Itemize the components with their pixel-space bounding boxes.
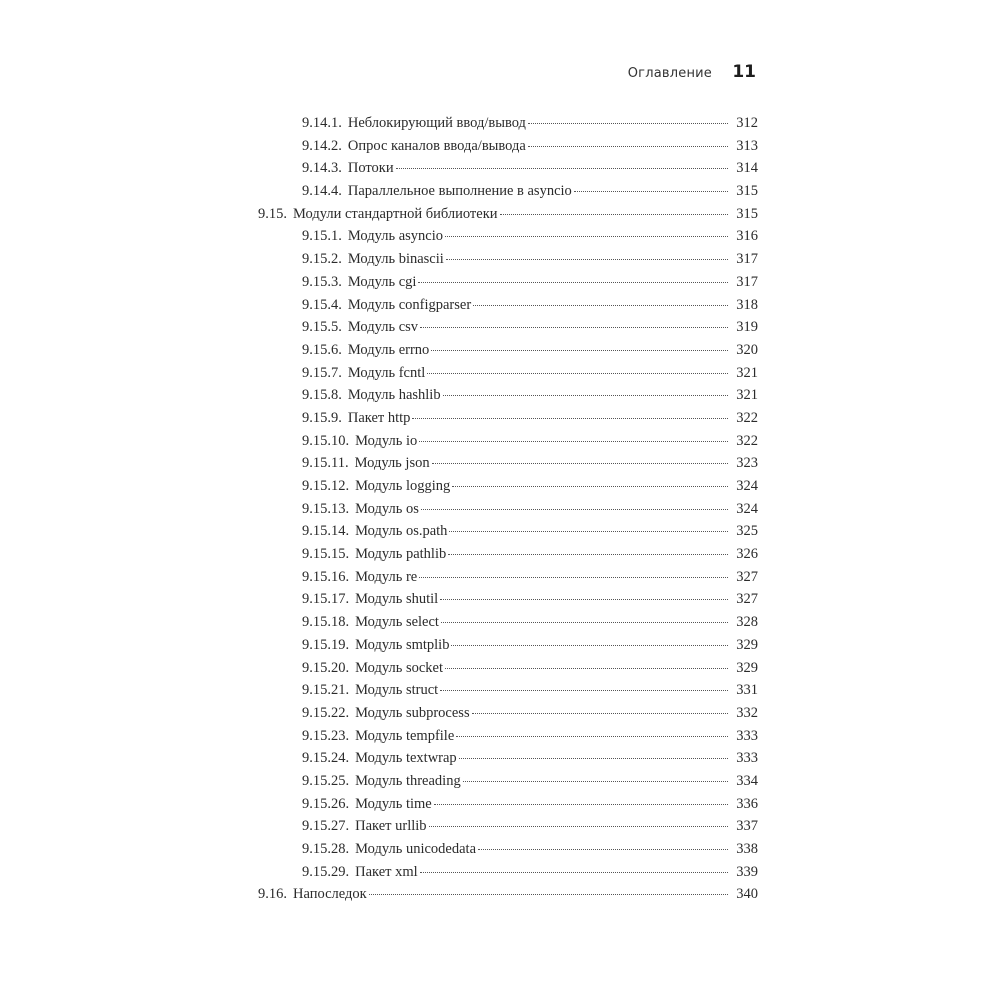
running-header bbox=[560, 62, 760, 86]
toc-entry-number: 9.15.29. bbox=[302, 863, 350, 880]
toc-entry-number: 9.15.1. bbox=[302, 228, 342, 245]
dot-leader bbox=[574, 191, 728, 192]
dot-leader bbox=[451, 645, 728, 646]
toc-entry bbox=[258, 682, 758, 705]
toc-entry-page: 322 bbox=[736, 432, 758, 449]
toc-entry-number: 9.15.21. bbox=[302, 682, 350, 699]
toc-entry-title: Опрос каналов ввода/вывода bbox=[347, 137, 526, 154]
toc-entry-page: 337 bbox=[736, 818, 758, 835]
toc-entry bbox=[258, 886, 758, 909]
toc-entry bbox=[258, 637, 758, 660]
toc-entry bbox=[258, 501, 758, 524]
toc-entry bbox=[258, 274, 758, 297]
toc-entry-page: 333 bbox=[736, 727, 758, 744]
toc-entry-number: 9.15.4. bbox=[302, 296, 342, 313]
toc-entry-page: 326 bbox=[736, 546, 758, 563]
dot-leader bbox=[431, 350, 728, 351]
toc-entry-title: Модуль json bbox=[354, 455, 430, 472]
dot-leader bbox=[429, 826, 728, 827]
toc-entry bbox=[258, 818, 758, 841]
dot-leader bbox=[456, 736, 728, 737]
table-of-contents bbox=[258, 115, 758, 909]
dot-leader bbox=[473, 305, 728, 306]
dot-leader bbox=[445, 236, 728, 237]
toc-entry bbox=[258, 750, 758, 773]
toc-entry-number: 9.15.2. bbox=[302, 251, 342, 268]
toc-entry bbox=[258, 660, 758, 683]
toc-entry-title: Модуль socket bbox=[355, 659, 443, 676]
toc-entry-title: Модуль subprocess bbox=[355, 704, 470, 721]
toc-entry-page: 317 bbox=[736, 251, 758, 268]
toc-entry-page: 324 bbox=[736, 478, 758, 494]
toc-entry-number: 9.15.23. bbox=[302, 727, 350, 744]
toc-entry bbox=[258, 160, 758, 183]
toc-entry-page: 312 bbox=[736, 115, 758, 131]
toc-entry-title: Модуль asyncio bbox=[347, 228, 443, 245]
toc-entry-title: Модуль textwrap bbox=[355, 750, 457, 767]
toc-entry-title: Модуль io bbox=[355, 432, 418, 449]
toc-entry-number: 9.14.1. bbox=[302, 115, 342, 131]
dot-leader bbox=[528, 146, 728, 147]
toc-entry-page: 336 bbox=[736, 795, 758, 812]
toc-entry-title: Модуль configparser bbox=[347, 296, 472, 313]
dot-leader bbox=[448, 554, 728, 555]
toc-entry-page: 323 bbox=[736, 455, 758, 472]
dot-leader bbox=[445, 668, 728, 669]
toc-entry-page: 331 bbox=[736, 682, 758, 699]
toc-entry-title: Напоследок bbox=[293, 886, 367, 903]
toc-entry-title: Модуль os bbox=[355, 500, 419, 517]
dot-leader bbox=[446, 259, 728, 260]
dot-leader bbox=[432, 463, 728, 464]
toc-entry-number: 9.15.14. bbox=[302, 523, 350, 540]
toc-entry bbox=[258, 319, 758, 342]
toc-entry-number: 9.15.3. bbox=[302, 273, 342, 290]
toc-entry-page: 333 bbox=[736, 750, 758, 767]
toc-entry-page: 322 bbox=[736, 409, 758, 426]
toc-entry-number: 9.14.3. bbox=[302, 160, 342, 177]
toc-entry bbox=[258, 478, 758, 501]
toc-entry-page: 328 bbox=[736, 614, 758, 631]
toc-entry-number: 9.15.27. bbox=[302, 818, 350, 835]
toc-entry-title: Модуль logging bbox=[355, 478, 451, 494]
toc-entry-number: 9.15.10. bbox=[302, 432, 350, 449]
toc-entry-title: Модуль struct bbox=[355, 682, 439, 699]
toc-entry-title: Модули стандартной библиотеки bbox=[293, 205, 498, 222]
toc-entry-title: Неблокирующий ввод/вывод bbox=[347, 115, 526, 131]
toc-entry-number: 9.16. bbox=[258, 886, 287, 903]
dot-leader bbox=[463, 781, 728, 782]
dot-leader bbox=[420, 327, 728, 328]
toc-entry bbox=[258, 614, 758, 637]
toc-entry bbox=[258, 728, 758, 751]
toc-entry-page: 324 bbox=[736, 500, 758, 517]
toc-entry-page: 315 bbox=[736, 205, 758, 222]
toc-entry bbox=[258, 523, 758, 546]
toc-entry-page: 339 bbox=[736, 863, 758, 880]
toc-entry bbox=[258, 455, 758, 478]
toc-entry bbox=[258, 342, 758, 365]
toc-entry-page: 317 bbox=[736, 273, 758, 290]
toc-entry-title: Модуль errno bbox=[347, 341, 430, 358]
toc-entry bbox=[258, 365, 758, 388]
toc-entry-title: Модуль pathlib bbox=[355, 546, 447, 563]
toc-entry bbox=[258, 228, 758, 251]
toc-entry-title: Модуль fcntl bbox=[347, 364, 426, 381]
toc-entry-page: 315 bbox=[736, 183, 758, 200]
dot-leader bbox=[396, 168, 728, 169]
toc-entry-title: Модуль re bbox=[355, 568, 418, 585]
toc-entry-title: Параллельное выполнение в asyncio bbox=[347, 183, 572, 200]
toc-entry-title: Пакет urllib bbox=[355, 818, 427, 835]
toc-entry-page: 313 bbox=[736, 137, 758, 154]
toc-entry-number: 9.15.20. bbox=[302, 659, 350, 676]
toc-entry-title: Модуль time bbox=[355, 795, 432, 812]
dot-leader bbox=[478, 849, 728, 850]
toc-entry-page: 327 bbox=[736, 568, 758, 585]
toc-entry-page: 334 bbox=[736, 772, 758, 789]
toc-entry-page: 316 bbox=[736, 228, 758, 245]
toc-entry bbox=[258, 546, 758, 569]
page-number: 11 bbox=[732, 62, 756, 82]
toc-entry bbox=[258, 864, 758, 887]
dot-leader bbox=[419, 441, 728, 442]
toc-entry-number: 9.15. bbox=[258, 205, 287, 222]
toc-entry-number: 9.15.26. bbox=[302, 795, 350, 812]
toc-entry bbox=[258, 569, 758, 592]
toc-entry-title: Модуль select bbox=[355, 614, 439, 631]
toc-entry-page: 338 bbox=[736, 841, 758, 857]
toc-entry-number: 9.15.17. bbox=[302, 591, 350, 608]
toc-entry-page: 327 bbox=[736, 591, 758, 608]
toc-entry-number: 9.15.7. bbox=[302, 364, 342, 381]
dot-leader bbox=[500, 214, 728, 215]
toc-entry-number: 9.15.22. bbox=[302, 704, 350, 721]
toc-entry-title: Модуль unicodedata bbox=[355, 841, 477, 857]
toc-entry-title: Пакет xml bbox=[355, 863, 418, 880]
toc-entry-number: 9.15.28. bbox=[302, 841, 350, 857]
toc-entry bbox=[258, 183, 758, 206]
toc-entry-title: Модуль hashlib bbox=[347, 387, 441, 404]
toc-entry-number: 9.15.11. bbox=[302, 455, 349, 472]
toc-entry-title: Модуль csv bbox=[347, 319, 419, 336]
toc-entry-number: 9.15.9. bbox=[302, 409, 342, 426]
toc-entry-number: 9.15.18. bbox=[302, 614, 350, 631]
toc-entry bbox=[258, 206, 758, 229]
toc-entry-title: Модуль os.path bbox=[355, 523, 448, 540]
toc-entry bbox=[258, 796, 758, 819]
toc-entry-number: 9.15.8. bbox=[302, 387, 342, 404]
toc-entry-number: 9.14.2. bbox=[302, 137, 342, 154]
toc-entry-page: 329 bbox=[736, 636, 758, 653]
dot-leader bbox=[472, 713, 728, 714]
toc-entry-number: 9.15.25. bbox=[302, 772, 350, 789]
toc-entry-page: 318 bbox=[736, 296, 758, 313]
toc-entry-title: Модуль shutil bbox=[355, 591, 439, 608]
toc-entry-number: 9.15.16. bbox=[302, 568, 350, 585]
toc-entry bbox=[258, 410, 758, 433]
toc-entry-page: 314 bbox=[736, 160, 758, 177]
toc-entry-page: 329 bbox=[736, 659, 758, 676]
toc-entry bbox=[258, 251, 758, 274]
toc-entry-page: 321 bbox=[736, 364, 758, 381]
toc-entry-title: Пакет http bbox=[347, 409, 411, 426]
toc-entry bbox=[258, 705, 758, 728]
dot-leader bbox=[452, 486, 728, 487]
toc-entry-number: 9.15.24. bbox=[302, 750, 350, 767]
toc-entry-number: 9.15.13. bbox=[302, 500, 350, 517]
dot-leader bbox=[418, 282, 728, 283]
toc-entry bbox=[258, 387, 758, 410]
toc-entry-title: Модуль cgi bbox=[347, 273, 417, 290]
dot-leader bbox=[441, 622, 728, 623]
toc-entry-page: 321 bbox=[736, 387, 758, 404]
dot-leader bbox=[419, 577, 728, 578]
header-title: Оглавление bbox=[627, 66, 712, 81]
toc-entry-page: 319 bbox=[736, 319, 758, 336]
toc-entry bbox=[258, 841, 758, 864]
toc-entry-title: Модуль threading bbox=[355, 772, 461, 789]
toc-entry-number: 9.15.5. bbox=[302, 319, 342, 336]
toc-entry bbox=[258, 433, 758, 456]
toc-entry-title: Потоки bbox=[347, 160, 394, 177]
toc-entry-title: Модуль smtplib bbox=[355, 636, 450, 653]
dot-leader bbox=[449, 531, 728, 532]
dot-leader bbox=[434, 804, 728, 805]
dot-leader bbox=[459, 758, 728, 759]
dot-leader bbox=[421, 509, 728, 510]
dot-leader bbox=[443, 395, 728, 396]
toc-entry bbox=[258, 115, 758, 138]
toc-entry-page: 340 bbox=[736, 886, 758, 903]
toc-entry-title: Модуль binascii bbox=[347, 251, 444, 268]
toc-entry-page: 320 bbox=[736, 341, 758, 358]
dot-leader bbox=[528, 123, 728, 124]
toc-entry bbox=[258, 297, 758, 320]
toc-entry-number: 9.15.19. bbox=[302, 636, 350, 653]
dot-leader bbox=[420, 872, 728, 873]
dot-leader bbox=[440, 690, 728, 691]
toc-entry bbox=[258, 773, 758, 796]
toc-entry-number: 9.14.4. bbox=[302, 183, 342, 200]
dot-leader bbox=[440, 599, 728, 600]
toc-entry bbox=[258, 138, 758, 161]
toc-entry-page: 332 bbox=[736, 704, 758, 721]
dot-leader bbox=[427, 373, 728, 374]
dot-leader bbox=[412, 418, 728, 419]
toc-entry-number: 9.15.15. bbox=[302, 546, 350, 563]
toc-entry-number: 9.15.12. bbox=[302, 478, 350, 494]
toc-entry bbox=[258, 591, 758, 614]
toc-entry-page: 325 bbox=[736, 523, 758, 540]
toc-entry-title: Модуль tempfile bbox=[355, 727, 455, 744]
dot-leader bbox=[369, 894, 728, 895]
toc-entry-number: 9.15.6. bbox=[302, 341, 342, 358]
